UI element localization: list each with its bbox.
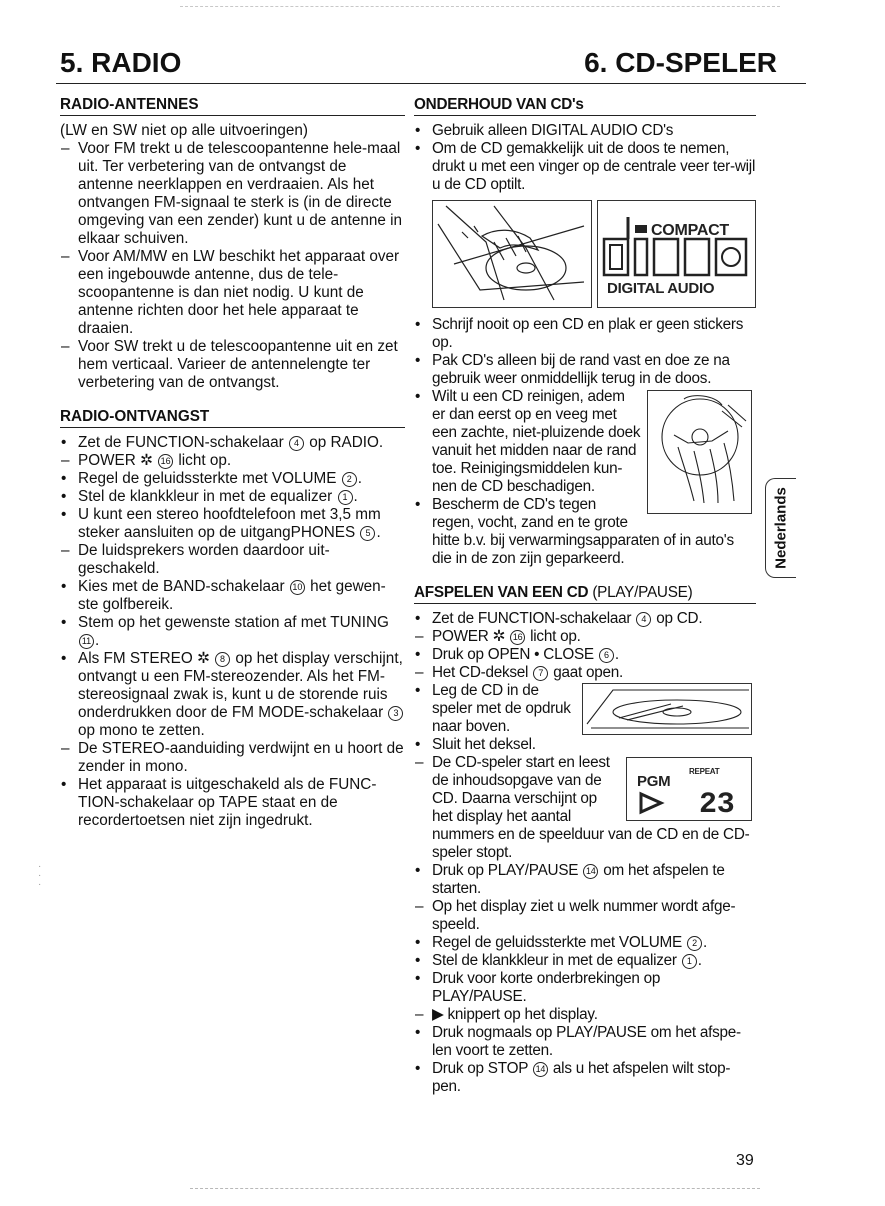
- list-item: • Bescherm de CD's tegen regen, vocht, zand en te grote hitte b.v. bij verwarmingsapparaten of in auto's die in de zon zijn geparkeerd.: [414, 496, 756, 568]
- language-tab: [765, 478, 796, 578]
- list-item: – De luidsprekers worden daardoor uit-geschakeld.: [60, 542, 405, 578]
- ref-circle: 8: [215, 652, 230, 667]
- list-item: • Druk op PLAY/PAUSE 14 om het afspelen te starten.: [414, 862, 756, 898]
- ref-circle: 7: [533, 666, 548, 681]
- list-item: • Zet de FUNCTION-schakelaar 4 op CD.: [414, 610, 756, 628]
- list-item: • Het apparaat is uitgeschakeld als de FUNC-TION-schakelaar op TAPE staat en de recordertoetsen niet zijn ingedrukt.: [60, 776, 405, 830]
- cd-in-player-illustration: [582, 683, 752, 735]
- list-item: • Gebruik alleen DIGITAL AUDIO CD's: [414, 122, 756, 140]
- sun-icon: ✲: [196, 650, 210, 667]
- lcd-repeat-label: REPEAT: [689, 767, 720, 776]
- heading-radio-ontvangst: RADIO-ONTVANGST: [60, 408, 405, 428]
- ref-circle: 6: [599, 648, 614, 663]
- heading-afspelen: AFSPELEN VAN EEN CD (PLAY/PAUSE): [414, 584, 756, 604]
- list-item: • Druk op STOP 14 als u het afspelen wilt stop-pen.: [414, 1060, 756, 1096]
- scan-artifact-top: [180, 6, 780, 10]
- list-item: – Voor SW trekt u de telescoopantenne uit en zet hem verticaal. Varieer de antennelengte ter verbetering van de ontvangst.: [60, 338, 405, 392]
- illustration-row: [432, 200, 756, 308]
- header-rule: [56, 83, 806, 84]
- sun-icon: ✲: [492, 628, 506, 645]
- antennes-intro: (LW en SW niet op alle uitvoeringen): [60, 122, 308, 139]
- sun-icon: ✲: [140, 452, 153, 469]
- ref-circle: 2: [342, 472, 357, 487]
- list-item: • Zet de FUNCTION-schakelaar 4 op RADIO.: [60, 434, 405, 452]
- section-title-cd-speler: 6. CD-SPELER: [584, 47, 777, 78]
- ontvangst-list: [60, 434, 405, 830]
- heading-onderhoud: ONDERHOUD VAN CD's: [414, 96, 756, 116]
- cd-case-drawing: [434, 202, 590, 306]
- compact-disc-logo: [597, 200, 757, 308]
- ref-circle: 3: [388, 706, 403, 721]
- list-item: • Stem op het gewenste station af met TUNING 11 .: [60, 614, 405, 650]
- cd-in-player-drawing: [583, 684, 749, 732]
- list-item: • Pak CD's alleen bij de rand vast en doe ze na gebruik weer onmiddellijk terug in de doos.: [414, 352, 756, 388]
- list-item: • Regel de geluidssterkte met VOLUME 2 .: [414, 934, 756, 952]
- right-column: [414, 96, 756, 1096]
- list-item: – Voor FM trekt u de telescoopantenne hele-maal uit. Ter verbetering van de ontvangst de antenne neerklappen en verdraaien. Als het ontvangen FM-signaal te sterk is (in de directe omgeving van een zender) kunt u de antenne in elkaar schuiven.: [60, 140, 405, 248]
- list-item: – POWER ✲ 16 licht op.: [60, 452, 405, 470]
- ref-circle: 1: [338, 490, 353, 505]
- ref-circle: 14: [533, 1062, 548, 1077]
- margin-marks: · · ·: [38, 861, 42, 890]
- cleaning-drawing: [648, 391, 749, 511]
- list-item: – PGM REPEAT 23 De CD-speler start en leest de inhoudsopgave van de CD. Daarna verschijnt op het display het aantal nummers en de speelduur van de CD en de CD-speler stopt.: [414, 754, 756, 862]
- ref-circle: 4: [289, 436, 304, 451]
- onderhoud-list-2: [414, 316, 756, 568]
- left-column: [60, 96, 405, 830]
- list-item: • Druk op OPEN • CLOSE 6 .: [414, 646, 756, 664]
- antennes-list: [60, 140, 405, 392]
- ref-circle: 11: [79, 634, 94, 649]
- list-item: • Druk voor korte onderbrekingen op PLAY/PAUSE.: [414, 970, 756, 1006]
- list-item: • Stel de klankkleur in met de equalizer 1 .: [60, 488, 405, 506]
- list-item: – De STEREO-aanduiding verdwijnt en u hoort de zender in mono.: [60, 740, 405, 776]
- ref-circle: 5: [360, 526, 375, 541]
- list-item: • Leg de CD in de speler met de opdruk naar boven.: [414, 682, 756, 736]
- language-tab-label: Nederlands: [772, 487, 790, 569]
- ref-circle: 16: [510, 630, 525, 645]
- ref-circle: 2: [687, 936, 702, 951]
- ref-circle: 10: [290, 580, 305, 595]
- list-item: – Voor AM/MW en LW beschikt het apparaat over een ingebouwde antenne, dus de tele-scoopantenne is dan niet nodig. U kunt de antenne richten door het hele apparaat te draaien.: [60, 248, 405, 338]
- list-item: – Het CD-deksel 7 gaat open.: [414, 664, 756, 682]
- list-item: • Stel de klankkleur in met de equalizer 1 .: [414, 952, 756, 970]
- lcd-pgm-label: – PGM: [637, 773, 671, 790]
- list-item: • Regel de geluidssterkte met VOLUME 2 .: [60, 470, 405, 488]
- list-item: • Sluit het deksel.: [414, 736, 756, 754]
- ref-circle: 16: [158, 454, 173, 469]
- page-number: 39: [736, 1152, 754, 1169]
- heading-radio-antennes: RADIO-ANTENNES: [60, 96, 405, 116]
- list-item: • Wilt u een CD reinigen, adem er dan eerst op en veeg met een zachte, niet-pluizende doek vanuit het midden naar de rand toe. Reinigingsmiddelen kun-nen de CD beschadigen.: [414, 388, 756, 496]
- compact-disc-logo-drawing: [601, 209, 751, 299]
- list-item: – Op het display ziet u welk nummer wordt afge-speeld.: [414, 898, 756, 934]
- list-item: • U kunt een stereo hoofdtelefoon met 3,5 mm steker aansluiten op de uitgangPHONES 5 .: [60, 506, 405, 542]
- list-item: • Kies met de BAND-schakelaar 10 het gewen-ste golfbereik.: [60, 578, 405, 614]
- logo-digital-audio-text: DIGITAL AUDIO: [607, 280, 715, 297]
- ref-circle: 14: [583, 864, 598, 879]
- logo-compact-text: COMPACT: [651, 222, 730, 239]
- lcd-display-drawing: [627, 758, 749, 818]
- list-item: – POWER ✲ 16 licht op.: [414, 628, 756, 646]
- afspelen-list: [414, 610, 756, 1096]
- section-title-radio: 5. RADIO: [60, 47, 182, 78]
- scan-artifact-bottom: [190, 1188, 760, 1191]
- ref-circle: 1: [682, 954, 697, 969]
- list-item: • Druk nogmaals op PLAY/PAUSE om het afspe-len voort te zetten.: [414, 1024, 756, 1060]
- list-item: – ▶ knippert op het display.: [414, 1006, 756, 1024]
- cd-case-illustration: [432, 200, 592, 308]
- lcd-display-illustration: [626, 757, 752, 821]
- ref-circle: 4: [636, 612, 651, 627]
- list-item: • Schrijf nooit op een CD en plak er geen stickers op.: [414, 316, 756, 352]
- onderhoud-list: [414, 122, 756, 194]
- list-item: • Als FM STEREO ✲ 8 op het display verschijnt, ontvangt u een FM-stereozender. Als het FM-stereosignaal zwak is, kunt u de storende ruis onderdrukken door de FM MODE-schakelaar 3 op mono te zetten.: [60, 650, 405, 740]
- list-item: • Om de CD gemakkelijk uit de doos te nemen, drukt u met een vinger op de centrale veer ter-wijl u de CD optilt.: [414, 140, 756, 194]
- lcd-track-number: 23: [699, 788, 735, 818]
